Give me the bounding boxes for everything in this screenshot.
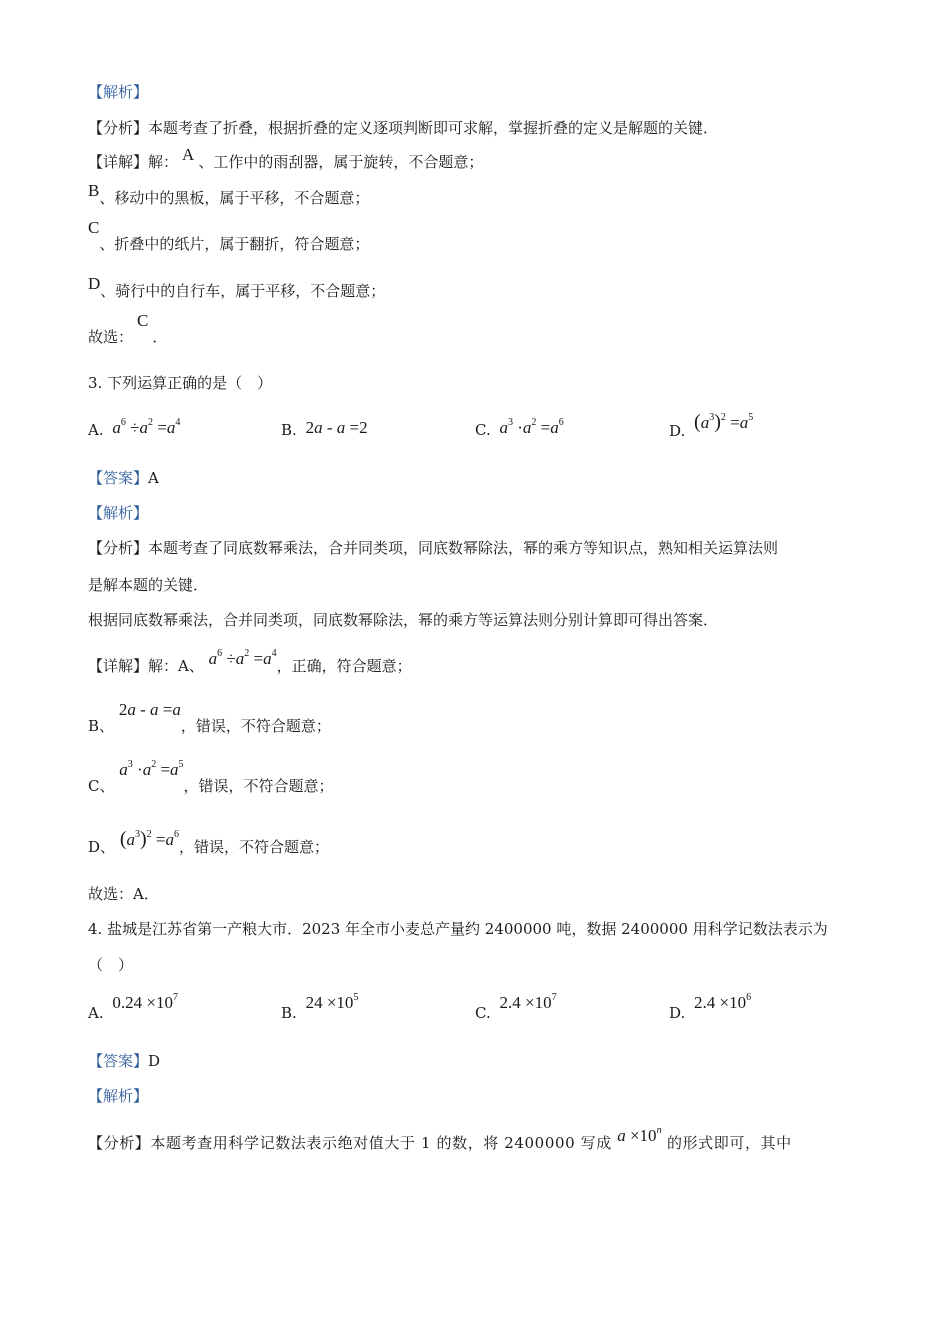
- item-b-letter: B: [88, 181, 100, 200]
- fenxi-label: 【分析】: [88, 119, 149, 137]
- option-label: D.: [669, 422, 686, 440]
- step-suffix: ，正确，符合题意；: [276, 657, 412, 675]
- q3-option-b: [281, 420, 368, 440]
- xiangjie-line-c: [88, 218, 370, 254]
- step-prefix: C、: [88, 777, 115, 795]
- option-expression: $2.4 \times 10^6$: [694, 992, 752, 1012]
- fenxi-text: 本题考查了同底数幂乘法，合并同类项，同底数幂除法，幂的乘方等知识点，熟知相关运算法则: [148, 539, 779, 557]
- option-label: A.: [88, 1004, 104, 1022]
- guxuan-end: ．: [152, 328, 168, 346]
- xiangjie-line-d: [88, 274, 386, 301]
- q4-jiexi-heading: 【解析】: [88, 1087, 149, 1105]
- fenxi-text-end: 的形式即可，其中: [666, 1134, 792, 1152]
- step-expression: $(a^3)^2 =a^6$: [119, 828, 179, 850]
- option-label: B.: [281, 1004, 297, 1022]
- q3-fenxi-line2: 是解本题的关键．: [88, 576, 209, 594]
- fenxi-text: 本题考查了折叠，根据折叠的定义逐项判断即可求解，掌握折叠的定义是解题的关键．: [148, 119, 719, 137]
- item-d-letter: D: [88, 274, 101, 293]
- guxuan-label: 故选：: [88, 328, 134, 346]
- q3-step-a: [88, 648, 412, 679]
- option-label: C.: [475, 421, 491, 439]
- option-expression: $0.24 \times 10^7$: [112, 992, 178, 1012]
- item-d-text: 、骑行中的自行车，属于平移，不合题意；: [100, 282, 386, 300]
- guxuan-line: [88, 311, 168, 347]
- q3-stem: 3. 下列运算正确的是（ ）: [88, 374, 273, 392]
- option-expression: $(a^3)^2 =a^5$: [694, 411, 754, 433]
- fenxi-label: 【分析】: [88, 539, 149, 557]
- q3-fenxi-line3: 根据同底数幂乘法，合并同类项，同底数幂除法，幂的乘方等运算法则分别计算即可得出答案．: [88, 611, 719, 629]
- step-suffix: ，错误，不符合题意；: [183, 777, 334, 795]
- item-a-letter: A: [182, 145, 195, 164]
- q3-jiexi-heading: 【解析】: [88, 504, 149, 522]
- fenxi-expression: $a \times 10^n$: [617, 1125, 662, 1145]
- q3-answer-line: [88, 468, 159, 488]
- option-expression: $a^6 \div a^2 =a^4$: [112, 417, 181, 437]
- q3-fenxi-line1: [88, 538, 778, 558]
- q4-stem-line1: 4. 盐城是江苏省第一产粮大市．2023 年全市小麦总产量约 2400000 吨，数据 2400000 用科学记数法表示为: [88, 920, 828, 938]
- option-label: D.: [669, 1004, 686, 1022]
- xiangjie-line-a: [88, 145, 484, 172]
- step-prefix: B、: [88, 717, 115, 735]
- q3-guxuan: 故选：A．: [88, 885, 159, 903]
- option-expression: $2.4 \times 10^7$: [499, 992, 557, 1012]
- xiangjie-line-b: [88, 181, 370, 208]
- guxuan-answer: C: [137, 311, 149, 330]
- q3-option-a: [88, 417, 181, 443]
- step-suffix: ，错误，不符合题意；: [179, 838, 330, 856]
- option-expression: 2a - a =2: [305, 418, 368, 437]
- q4-answer-line: [88, 1051, 160, 1071]
- option-expression: $24 \times 10^5$: [305, 992, 359, 1012]
- step-expression: $a^6 \div a^2 =a^4$: [208, 648, 277, 668]
- q3-option-d: [669, 411, 754, 444]
- q3-step-c: [88, 759, 334, 799]
- item-a-text: 、工作中的雨刮器，属于旋转，不合题意；: [198, 153, 484, 171]
- q4-option-c: [475, 992, 557, 1026]
- option-label: A.: [88, 421, 104, 439]
- q4-fenxi-line: [88, 1125, 792, 1156]
- step-suffix: ，错误，不符合题意；: [180, 717, 331, 735]
- q4-option-a: [88, 992, 178, 1026]
- step-prefix: D、: [88, 838, 116, 856]
- step-prefix: 解：A、: [148, 657, 204, 675]
- q4-stem-line2: （ ）: [88, 956, 134, 974]
- xiangjie-prefix: 解：: [148, 153, 179, 171]
- xiangjie-label: 【详解】: [88, 153, 149, 171]
- item-b-text: 、移动中的黑板，属于平移，不合题意；: [99, 189, 370, 207]
- fenxi-paragraph: [88, 118, 718, 138]
- step-expression: 2a - a =a: [118, 700, 181, 719]
- answer-value: D: [148, 1052, 161, 1070]
- fenxi-text: 本题考查用科学记数法表示绝对值大于 1 的数，将 2400000 写成: [150, 1134, 612, 1152]
- option-label: B.: [281, 421, 297, 439]
- answer-label: 【答案】: [88, 469, 149, 487]
- xiangjie-label: 【详解】: [88, 657, 149, 675]
- fenxi-label: 【分析】: [88, 1134, 151, 1152]
- step-expression: $a^3 \cdot a^2 =a^5$: [119, 759, 184, 779]
- answer-value: A: [148, 469, 159, 487]
- q3-step-d: [88, 828, 330, 860]
- option-expression: $a^3 \cdot a^2 =a^6$: [499, 417, 564, 437]
- item-c-text: 、折叠中的纸片，属于翻折，符合题意；: [99, 235, 370, 253]
- q3-step-b: [88, 700, 331, 736]
- option-label: C.: [475, 1004, 491, 1022]
- q4-option-b: [281, 992, 359, 1026]
- q4-option-d: [669, 992, 752, 1026]
- item-c-letter: C: [88, 218, 100, 237]
- q3-option-c: [475, 417, 564, 443]
- answer-label: 【答案】: [88, 1052, 149, 1070]
- jiexi-heading: 【解析】: [88, 83, 149, 101]
